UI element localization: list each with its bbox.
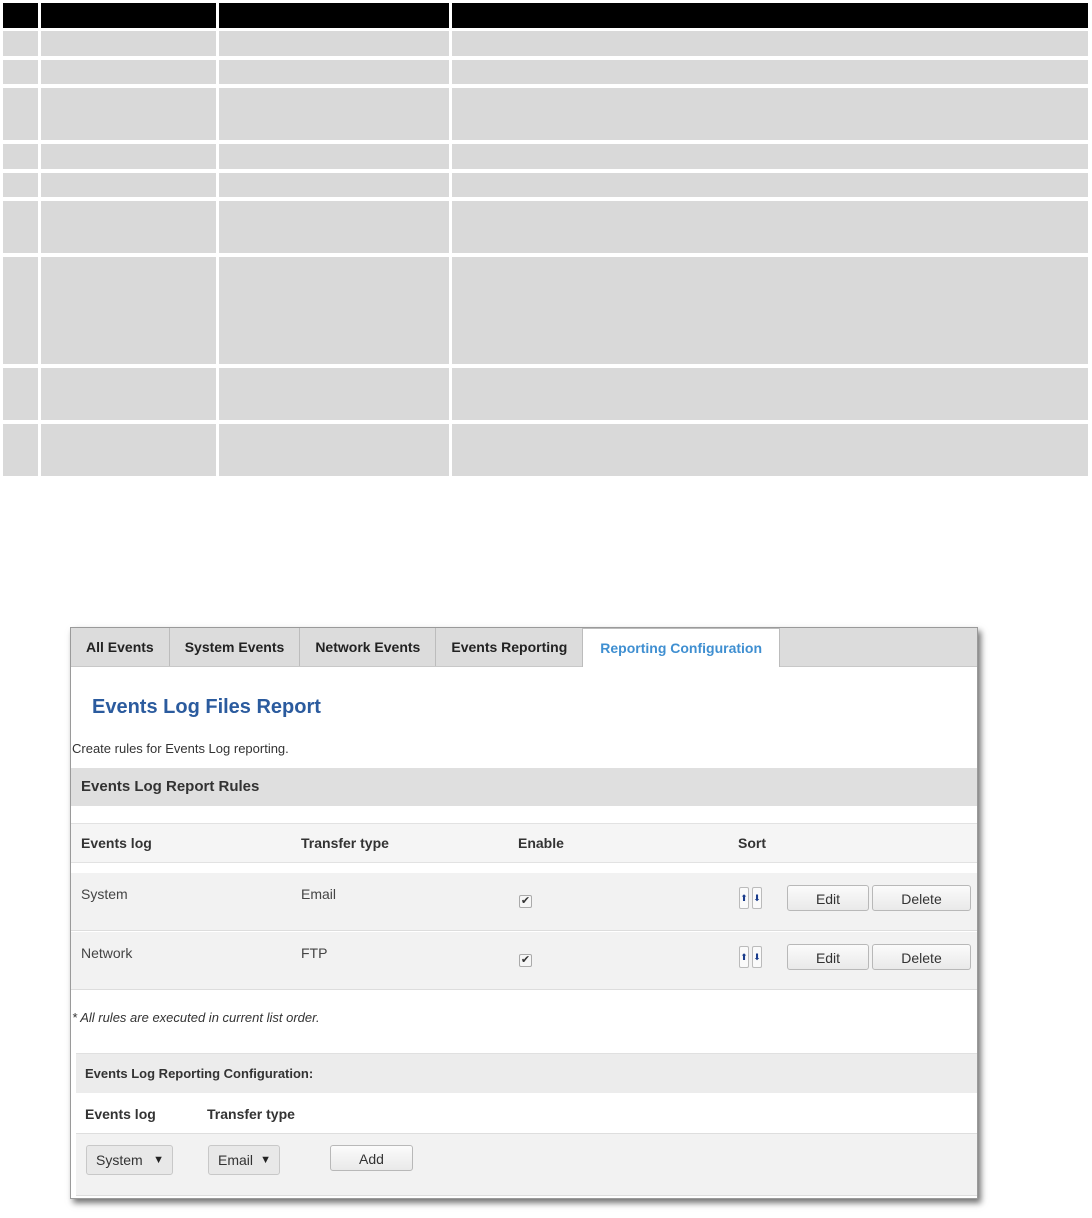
delete-button[interactable]: Delete <box>872 944 971 970</box>
rules-table-header <box>71 823 977 863</box>
tab-events-reporting[interactable]: Events Reporting <box>436 628 583 666</box>
edit-button[interactable]: Edit <box>787 885 869 911</box>
config-add-row <box>76 1134 977 1196</box>
config-column-events-log: Events log <box>85 1106 156 1122</box>
chevron-down-icon: ▼ <box>153 1154 164 1166</box>
config-table-header <box>76 1094 977 1134</box>
sort-down-icon[interactable]: ⬇ <box>752 946 762 968</box>
page-title: Events Log Files Report <box>92 696 321 718</box>
sort-down-icon[interactable]: ⬇ <box>752 887 762 909</box>
tab-bar <box>71 628 977 667</box>
transfer-type-select[interactable] <box>208 1145 280 1175</box>
add-button[interactable]: Add <box>330 1145 413 1171</box>
table-row <box>71 932 977 990</box>
table-row <box>3 201 1088 253</box>
events-log-select-value: System <box>96 1152 143 1168</box>
table-row <box>3 31 1088 56</box>
chevron-down-icon: ▼ <box>260 1154 271 1166</box>
column-sort: Sort <box>738 835 766 851</box>
row-events-log: System <box>81 886 128 902</box>
sort-up-icon[interactable]: ⬆ <box>739 887 749 909</box>
table-row <box>3 424 1088 476</box>
row-transfer-type: FTP <box>301 945 328 961</box>
enable-checkbox[interactable]: ✔ <box>520 954 531 966</box>
table-row <box>3 257 1088 364</box>
config-section-title: Events Log Reporting Configuration: <box>76 1053 977 1093</box>
column-enable: Enable <box>518 835 564 851</box>
top-table <box>3 3 1088 480</box>
tab-reporting-configuration[interactable]: Reporting Configuration <box>582 628 780 667</box>
tab-network-events[interactable]: Network Events <box>300 628 436 666</box>
reporting-configuration-panel <box>70 627 978 1199</box>
sort-up-icon[interactable]: ⬆ <box>739 946 749 968</box>
top-table-header <box>3 3 1088 28</box>
table-row <box>3 173 1088 197</box>
rules-section-title: Events Log Report Rules <box>71 768 977 806</box>
table-row <box>3 144 1088 169</box>
page-description: Create rules for Events Log reporting. <box>72 741 289 756</box>
delete-button[interactable]: Delete <box>872 885 971 911</box>
table-row <box>3 60 1088 84</box>
table-row <box>71 873 977 931</box>
rules-order-note: * All rules are executed in current list order. <box>72 1010 320 1025</box>
tab-system-events[interactable]: System Events <box>170 628 301 666</box>
enable-checkbox[interactable]: ✔ <box>520 895 531 907</box>
row-transfer-type: Email <box>301 886 337 902</box>
config-column-transfer-type: Transfer type <box>207 1106 295 1122</box>
row-events-log: Network <box>81 945 133 961</box>
tab-all-events[interactable]: All Events <box>71 628 170 666</box>
table-row <box>3 88 1088 140</box>
column-transfer-type: Transfer type <box>301 835 389 851</box>
edit-button[interactable]: Edit <box>787 944 869 970</box>
column-events-log: Events log <box>81 835 152 851</box>
events-log-select[interactable] <box>86 1145 173 1175</box>
transfer-type-select-value: Email <box>218 1152 254 1168</box>
table-row <box>3 368 1088 420</box>
